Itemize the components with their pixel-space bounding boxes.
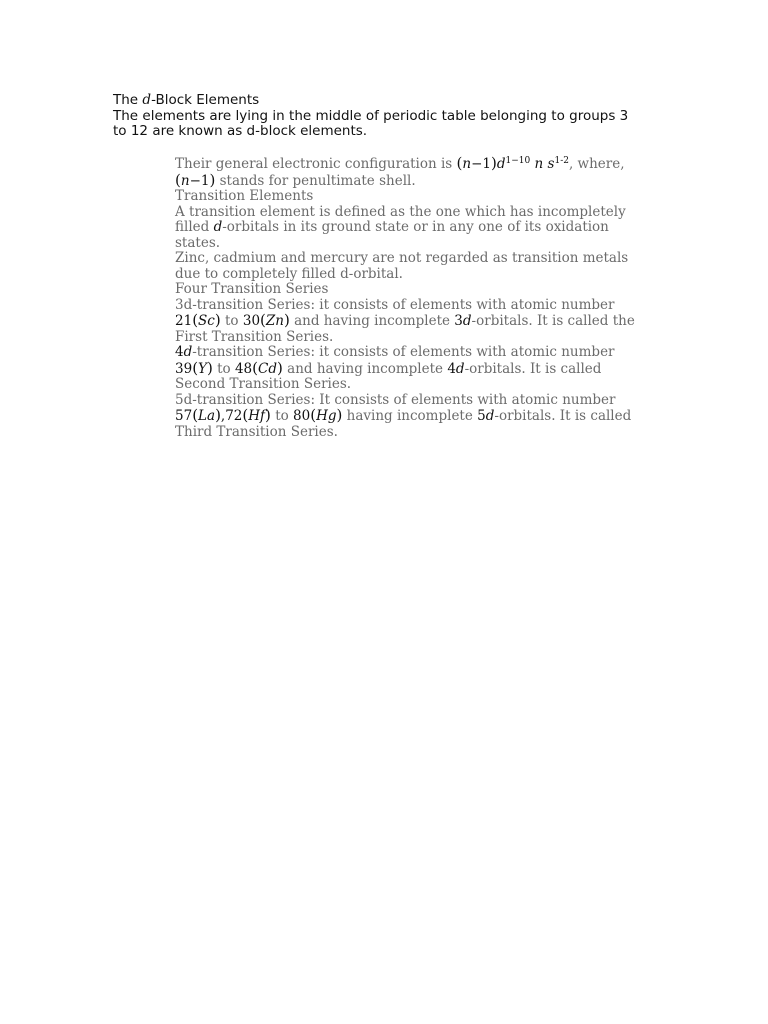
zinc-note-line-2: due to completely filled d-orbital. <box>175 265 403 282</box>
series-heading: Four Transition Series <box>175 281 329 297</box>
paren-close: ) <box>265 406 271 424</box>
config-line-1 <box>175 154 655 173</box>
title-d-symbol: d <box>142 92 152 108</box>
element-symbol: Zn <box>265 313 284 329</box>
title-suffix: -Block Elements <box>151 92 260 108</box>
paren-open: ( <box>192 358 199 377</box>
orbital-number: 4 <box>447 360 456 377</box>
series-4d-line-1 <box>175 345 655 361</box>
element-symbol: Y <box>198 360 207 377</box>
atomic-number: 21 <box>175 313 193 329</box>
paren-open: ( <box>252 358 259 377</box>
paren-close: ) <box>277 358 283 377</box>
page-title <box>113 93 658 109</box>
series-text: and having incomplete <box>289 313 455 329</box>
math-d: d <box>455 360 465 377</box>
element-symbol: La <box>198 408 216 424</box>
series-text: to <box>212 360 235 377</box>
transition-heading: Transition Elements <box>175 188 314 204</box>
definition-text: -orbitals in its ground state or in any one of its oxidation <box>222 219 609 235</box>
intro-line-2: to 12 are known as d-block elements. <box>113 123 368 140</box>
series-text: -transition Series: it consists of elements with atomic number <box>192 344 615 360</box>
math-d-superscript: 1−10 <box>505 156 531 166</box>
paren-close: ) <box>215 406 221 424</box>
paren-open: ( <box>242 406 249 424</box>
paren-open: ( <box>175 170 181 189</box>
orbital-number: 5 <box>477 408 486 424</box>
notes-body <box>175 154 655 440</box>
config-line-2 <box>175 170 655 190</box>
series-text: to <box>220 313 243 329</box>
config-text: Their general electronic configuration is <box>175 156 457 172</box>
element-symbol: Hg <box>316 408 337 424</box>
atomic-number: 80 <box>293 408 311 424</box>
paren-close: ) <box>206 358 213 377</box>
series-text: having incomplete <box>342 408 478 424</box>
paren-close: ) <box>336 406 343 424</box>
paren-open: ( <box>260 311 266 329</box>
math-d: d <box>213 219 223 235</box>
paren-close: ) <box>214 311 221 329</box>
section-header <box>113 93 658 140</box>
math-ns-superscript: 1-2 <box>554 156 569 166</box>
intro-line-1: The elements are lying in the middle of periodic table belonging to groups 3 <box>113 107 629 124</box>
atomic-number: 57 <box>175 408 193 424</box>
zinc-note-line-1: Zinc, cadmium and mercury are not regarded as transition metals <box>175 250 629 266</box>
definition-line-1: A transition element is defined as the one which has incompletely <box>175 203 626 220</box>
paren-open: ( <box>310 406 317 424</box>
math-ns: n s <box>534 156 555 172</box>
series-text: -orbitals. It is called <box>464 360 602 377</box>
math-d: d <box>462 313 472 329</box>
series-5d-line-3: Third Transition Series. <box>175 423 338 440</box>
series-4d-line-2 <box>175 358 655 378</box>
orbital-number: 4 <box>175 344 184 360</box>
definition-line-3: states. <box>175 234 221 251</box>
definition-text: filled <box>175 219 214 235</box>
title-prefix: The <box>113 92 143 108</box>
paren-close: ) <box>283 311 290 329</box>
paren-close: ) <box>209 170 216 189</box>
series-5d-line-1: 5d-transition Series: It consists of elements with atomic number <box>175 391 616 408</box>
series-5d-line-2 <box>175 408 655 425</box>
series-text: -orbitals. It is called the <box>471 313 635 329</box>
math-n: n <box>180 172 190 189</box>
comma: , <box>220 408 226 424</box>
config-where: , where, <box>568 156 625 172</box>
config-penultimate: stands for penultimate shell. <box>215 172 416 189</box>
math-n: n <box>462 156 472 172</box>
paren-open: ( <box>456 154 463 172</box>
element-symbol: Cd <box>258 360 277 377</box>
atomic-number: 39 <box>175 360 193 377</box>
math-d: d <box>485 408 495 424</box>
series-text: -orbitals. It is called <box>494 408 632 424</box>
element-symbol: Sc <box>198 313 215 329</box>
series-4d-line-3: Second Transition Series. <box>175 376 352 392</box>
series-3d-line-3: First Transition Series. <box>175 328 334 345</box>
paren-open: ( <box>192 311 199 329</box>
math-minus-one: −1 <box>471 156 491 172</box>
atomic-number: 48 <box>234 360 253 377</box>
orbital-number: 3 <box>454 313 463 329</box>
math-d: d <box>496 156 506 172</box>
series-3d-line-2 <box>175 313 655 330</box>
math-d: d <box>183 344 193 360</box>
paren-open: ( <box>192 406 199 424</box>
math-minus-one: −1 <box>189 172 210 189</box>
series-3d-line-1: 3d-transition Series: it consists of elements with atomic number <box>175 296 615 313</box>
atomic-number: 30 <box>242 313 261 329</box>
series-text: to <box>270 408 294 424</box>
definition-line-2 <box>175 220 655 236</box>
element-symbol: Hf <box>248 408 266 424</box>
atomic-number: 72 <box>225 408 243 424</box>
series-text: and having incomplete <box>282 360 448 377</box>
paren-close: ) <box>491 154 497 172</box>
